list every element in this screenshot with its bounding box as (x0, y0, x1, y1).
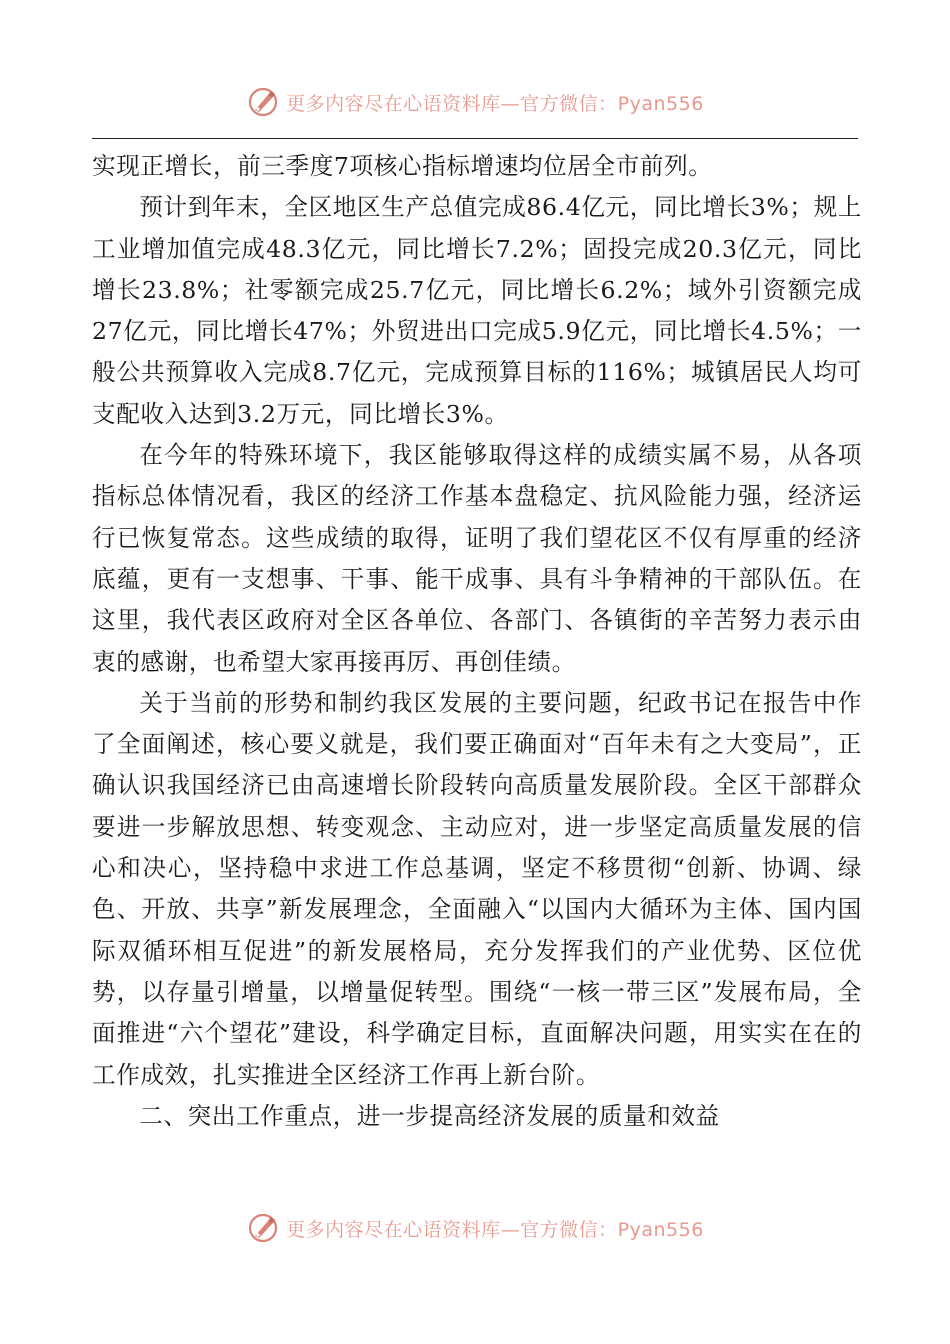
header-banner-text: 更多内容尽在心语资料库—官方微信：Pyan556 (286, 92, 704, 115)
paragraph-achievements: 在今年的特殊环境下，我区能够取得这样的成绩实属不易，从各项指标总体情况看，我区的经济工作基本盘稳定、抗风险能力强，经济运行已恢复常态。这些成绩的取得，证明了我们望花区不仅有厚重的经济底蕴，更有一支想事、干事、能干成事、具有斗争精神的干部队伍。在这里，我代表区政府对全区各单位、各部门、各镇街的辛苦努力表示由衷的感谢，也希望大家再接再厉、再创佳绩。 (92, 441, 862, 676)
section-heading: 二、突出工作重点，进一步提高经济发展的质量和效益 (139, 1101, 720, 1130)
footer-banner (0, 1208, 950, 1248)
paragraph-continued: 实现正增长，前三季度7项核心指标增速均位居全市前列。 (92, 152, 713, 180)
paragraph-situation: 关于当前的形势和制约我区发展的主要问题，纪政书记在报告中作了全面阐述，核心要义就是，我们要正确面对“百年未有之大变局”，正确认识我国经济已由高速增长阶段转向高质量发展阶段。全区干部群众要进一步解放思想、转变观念、主动应对，进一步坚定高质量发展的信心和决心，坚持稳中求进工作总基调，坚定不移贯彻“创新、协调、绿色、开放、共享”新发展理念，全面融入“以国内大循环为主体、国内国际双循环相互促进”的新发展格局，充分发挥我们的产业优势、区位优势，以存量引增量，以增量促转型。围绕“一核一带三区”发展布局，全面推进“六个望花”建设，科学确定目标，直面解决问题，用实实在在的工作成效，扎实推进全区经济工作再上新台阶。 (92, 688, 862, 1089)
pen-nib-seal-icon (246, 85, 280, 119)
document-body (92, 146, 862, 1137)
header-wechat-id: Pyan556 (617, 92, 704, 115)
footer-wechat-id: Pyan556 (617, 1218, 704, 1241)
header-banner (0, 82, 950, 122)
header-rule (92, 138, 858, 139)
pen-nib-seal-icon (246, 1211, 280, 1245)
footer-banner-text: 更多内容尽在心语资料库—官方微信：Pyan556 (286, 1218, 704, 1241)
paragraph-indicators: 预计到年末，全区地区生产总值完成86.4亿元，同比增长3%；规上工业增加值完成48.3亿元，同比增长7.2%；固投完成20.3亿元，同比增长23.8%；社零额完成25.7亿元，同比增长6.2%；域外引资额完成27亿元，同比增长47%；外贸进出口完成5.9亿元，同比增长4.5%；一般公共预算收入完成8.7亿元，完成预算目标的116%；城镇居民人均可支配收入达到3.2万元，同比增长3%。 (92, 193, 862, 428)
